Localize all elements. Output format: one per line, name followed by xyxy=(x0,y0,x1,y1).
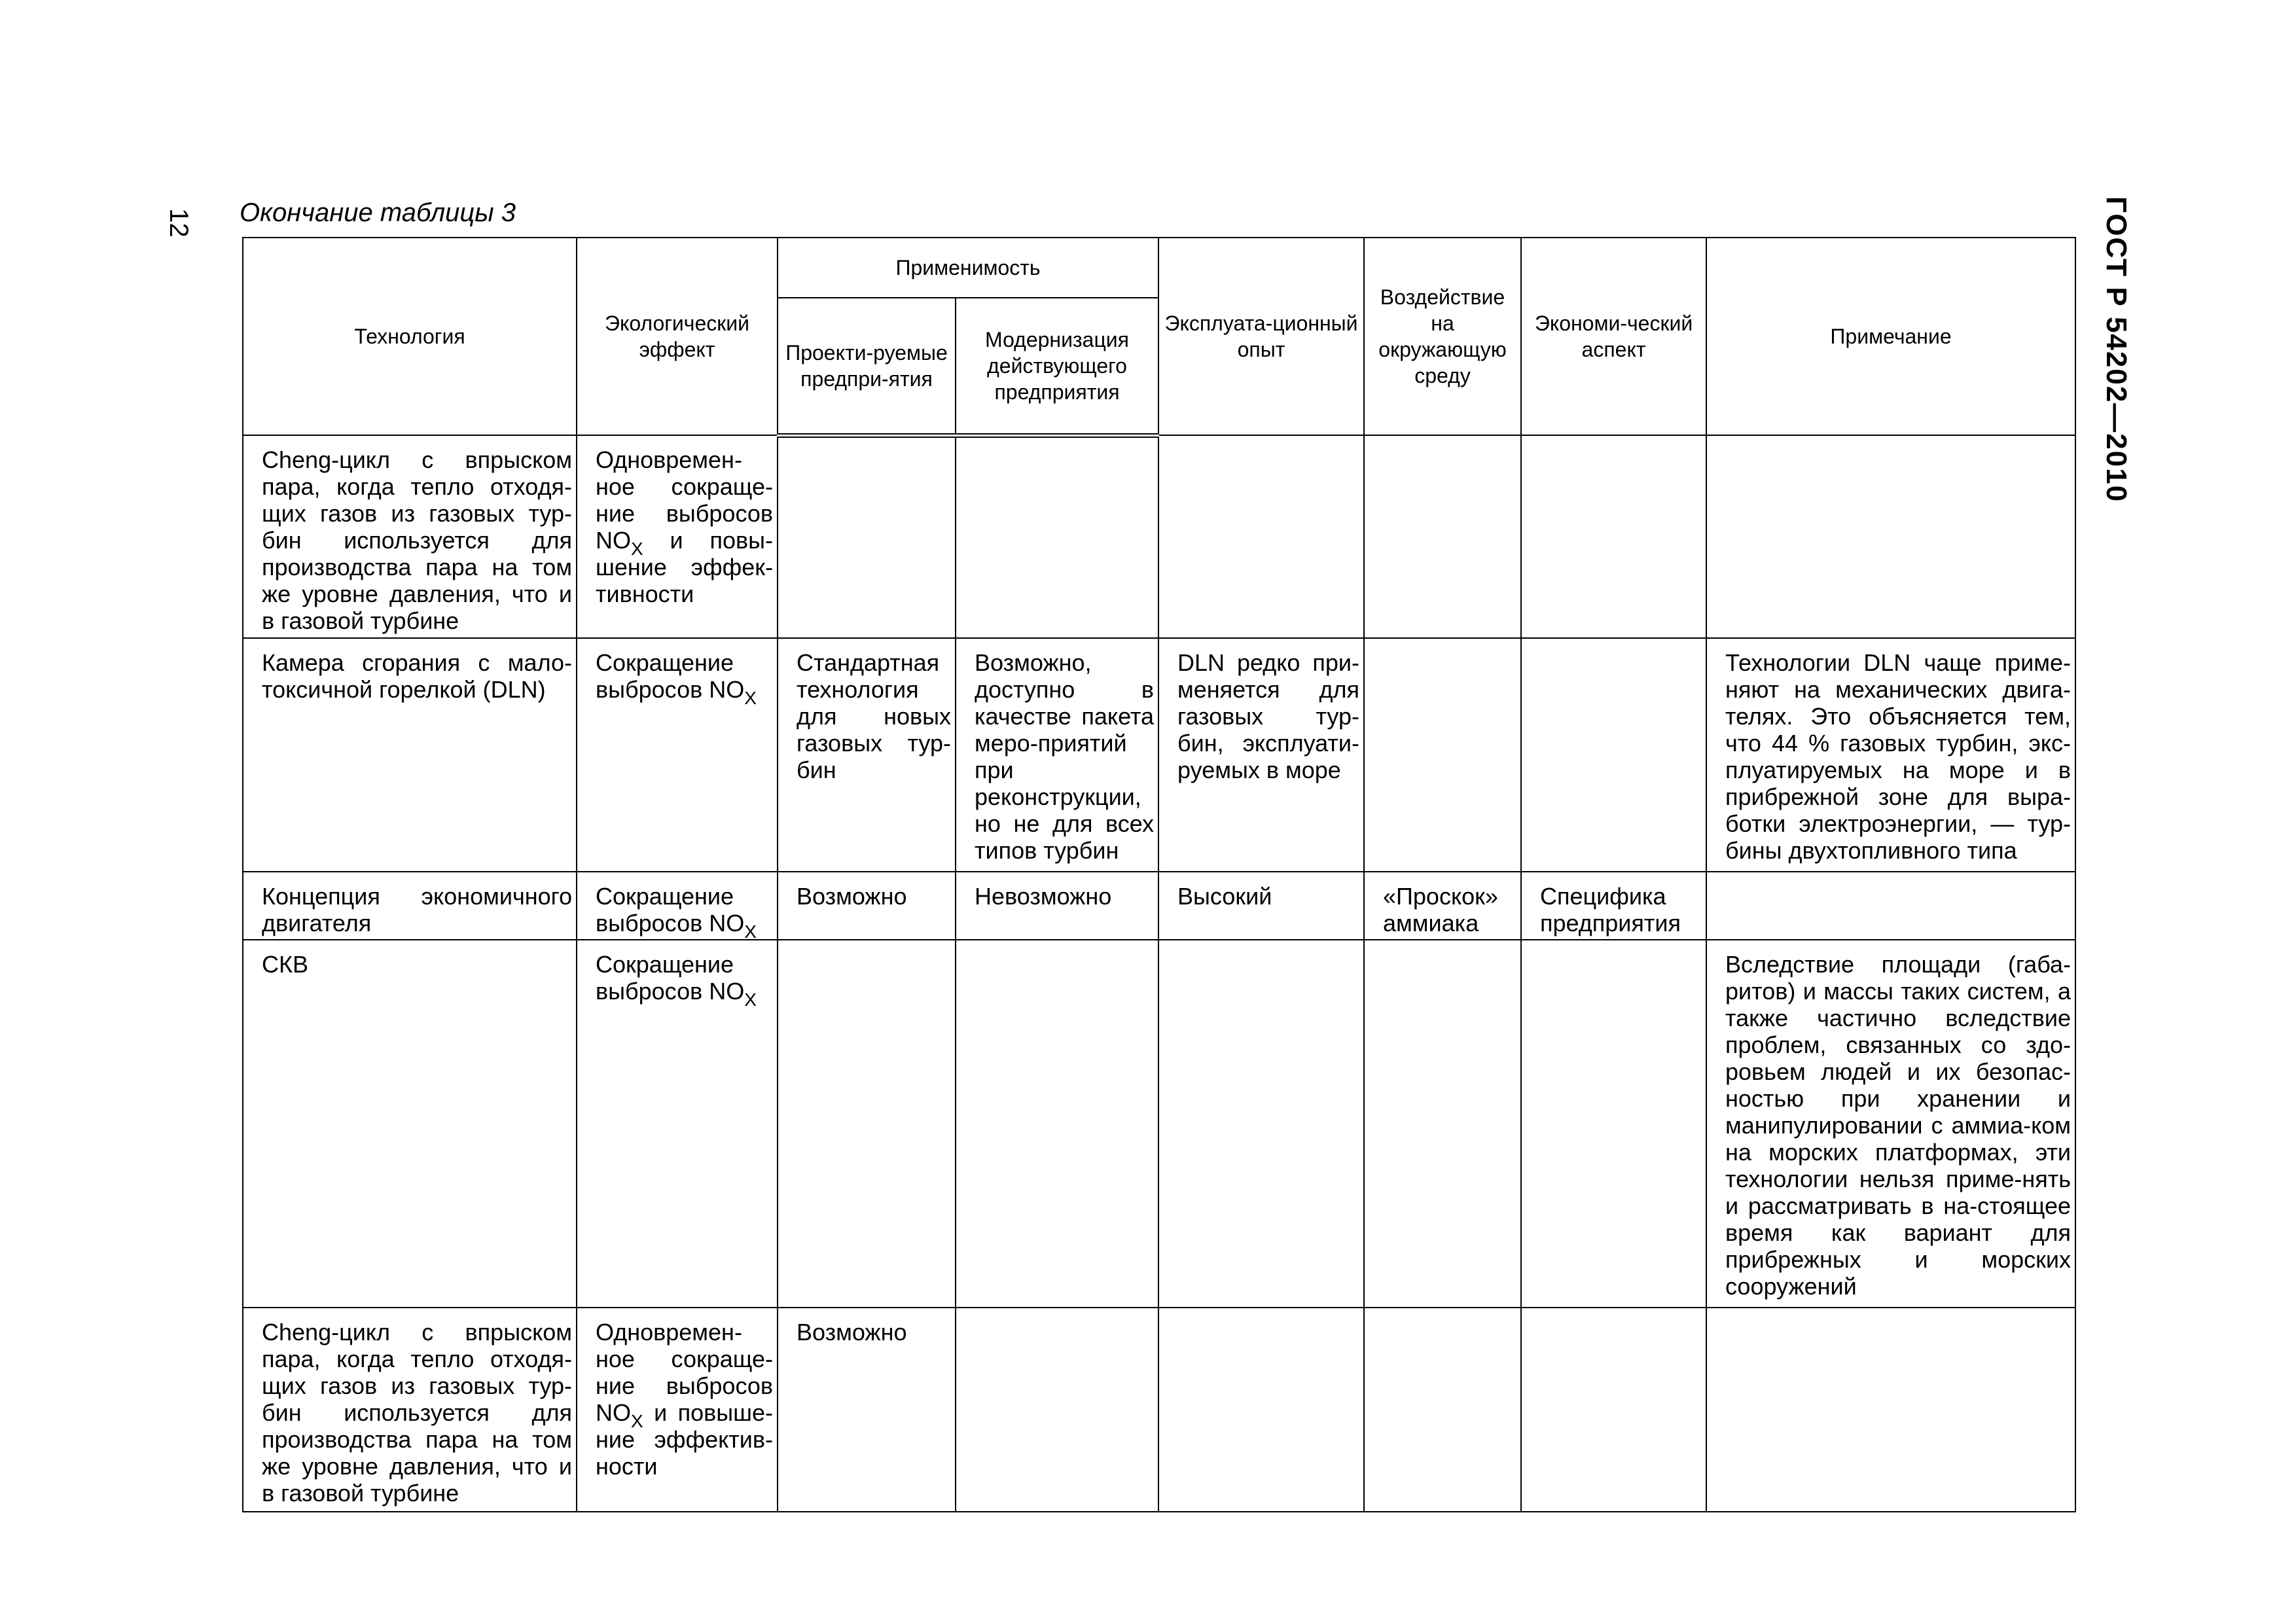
table-row xyxy=(243,638,2075,872)
table-row xyxy=(243,940,2075,1308)
nox-subscript: X xyxy=(744,687,757,708)
eco-effect-text: Одновремен-ное сокраще-ние выбросов NO xyxy=(596,1318,773,1426)
cell-technology: Концепция экономичного двигателя xyxy=(243,872,577,940)
header-designed-plants: Проекти-руемые предпри-ятия xyxy=(778,298,956,435)
eco-effect-tail: и повыше-ние эффектив-ности xyxy=(596,1399,773,1480)
eco-effect-text: Сокращение выбросов NO xyxy=(596,950,745,1005)
cell-environmental-impact xyxy=(1364,1308,1521,1512)
cell-operational-experience: DLN редко при-меняется для газовых тур-бин, эксплуати-руемых в море xyxy=(1158,638,1364,872)
cell-economic-aspect: Специфика предприятия xyxy=(1521,872,1706,940)
table-row xyxy=(243,1308,2075,1512)
cell-technology: Cheng-цикл с впрыском пара, когда тепло отходя-щих газов из газовых тур-бин используется для производства пара на том же уровне давления, что и в газовой турбине xyxy=(243,435,577,638)
cell-ecological-effect xyxy=(577,638,778,872)
table-body xyxy=(243,435,2075,1512)
cell-modernization xyxy=(956,1308,1158,1512)
table-row xyxy=(243,435,2075,638)
eco-effect-text: Сокращение выбросов NO xyxy=(596,882,745,936)
cell-environmental-impact xyxy=(1364,940,1521,1308)
cell-note: Вследствие площади (габа-ритов) и массы таких систем, а также частично вследствие проблем, связанных со здо-ровьем людей и их безопас-ностью при хранении и манипулировании с аммиа-ком на морских платформах, эти технологии нельзя приме-нять и рассматривать в на-стоящее время как вариант для прибрежных и морских сооружений xyxy=(1706,940,2075,1308)
cell-technology: Камера сгорания с мало-токсичной горелкой (DLN) xyxy=(243,638,577,872)
cell-ecological-effect xyxy=(577,435,778,638)
cell-note xyxy=(1706,1308,2075,1512)
cell-environmental-impact xyxy=(1364,638,1521,872)
nox-subscript: X xyxy=(744,921,757,942)
cell-designed-plants xyxy=(778,435,956,638)
cell-designed-plants: Возможно xyxy=(778,872,956,940)
cell-note xyxy=(1706,872,2075,940)
cell-economic-aspect xyxy=(1521,638,1706,872)
document-code: ГОСТ Р 54202—2010 xyxy=(2100,196,2132,503)
cell-operational-experience xyxy=(1158,435,1364,638)
cell-note: Технологии DLN чаще приме-няют на механических двига-телях. Это объясняется тем, что 44 % газовых турбин, экс-плуатируемых на море и в прибрежной зоне для выра-ботки электроэнергии, — тур-бины двухтопливного типа xyxy=(1706,638,2075,872)
cell-economic-aspect xyxy=(1521,940,1706,1308)
cell-designed-plants: Возможно xyxy=(778,1308,956,1512)
header-ecological-effect: Экологический эффект xyxy=(577,238,778,435)
technology-table xyxy=(242,237,2076,1512)
cell-economic-aspect xyxy=(1521,1308,1706,1512)
table-header xyxy=(243,238,2075,435)
cell-note xyxy=(1706,435,2075,638)
eco-effect-text: Одновремен-ное сокраще-ние выбросов NO xyxy=(596,446,773,554)
cell-ecological-effect xyxy=(577,1308,778,1512)
table-caption: Окончание таблицы 3 xyxy=(240,198,516,227)
nox-subscript: X xyxy=(631,1410,643,1431)
cell-modernization: Невозможно xyxy=(956,872,1158,940)
header-operational-experience: Эксплуата-ционный опыт xyxy=(1158,238,1364,435)
cell-operational-experience xyxy=(1158,940,1364,1308)
cell-operational-experience xyxy=(1158,1308,1364,1512)
cell-ecological-effect xyxy=(577,872,778,940)
cell-technology: СКВ xyxy=(243,940,577,1308)
table-row xyxy=(243,872,2075,940)
header-note: Примечание xyxy=(1706,238,2075,435)
cell-operational-experience: Высокий xyxy=(1158,872,1364,940)
nox-subscript: X xyxy=(631,539,643,559)
cell-designed-plants xyxy=(778,940,956,1308)
eco-effect-text: Сокращение выбросов NO xyxy=(596,649,745,703)
cell-modernization xyxy=(956,435,1158,638)
cell-environmental-impact: «Проскок» аммиака xyxy=(1364,872,1521,940)
page-number: 12 xyxy=(164,208,193,238)
header-modernization: Модернизация действующего предприятия xyxy=(956,298,1158,435)
cell-designed-plants: Стандартная технология для новых газовых тур-бин xyxy=(778,638,956,872)
header-economic-aspect: Экономи-ческий аспект xyxy=(1521,238,1706,435)
cell-environmental-impact xyxy=(1364,435,1521,638)
cell-modernization: Возможно, доступно в качестве пакета меро-приятий при реконструкции, но не для всех типов турбин xyxy=(956,638,1158,872)
nox-subscript: X xyxy=(744,989,757,1010)
eco-effect-tail: и повы-шение эффек-тивности xyxy=(596,527,773,607)
cell-technology: Cheng-цикл с впрыском пара, когда тепло отходя-щих газов из газовых тур-бин используется для производства пара на том же уровне давления, что и в газовой турбине xyxy=(243,1308,577,1512)
header-environmental-impact: Воздействие на окружающую среду xyxy=(1364,238,1521,435)
cell-ecological-effect xyxy=(577,940,778,1308)
cell-modernization xyxy=(956,940,1158,1308)
header-applicability: Применимость xyxy=(778,238,1158,298)
cell-economic-aspect xyxy=(1521,435,1706,638)
header-technology: Технология xyxy=(243,238,577,435)
